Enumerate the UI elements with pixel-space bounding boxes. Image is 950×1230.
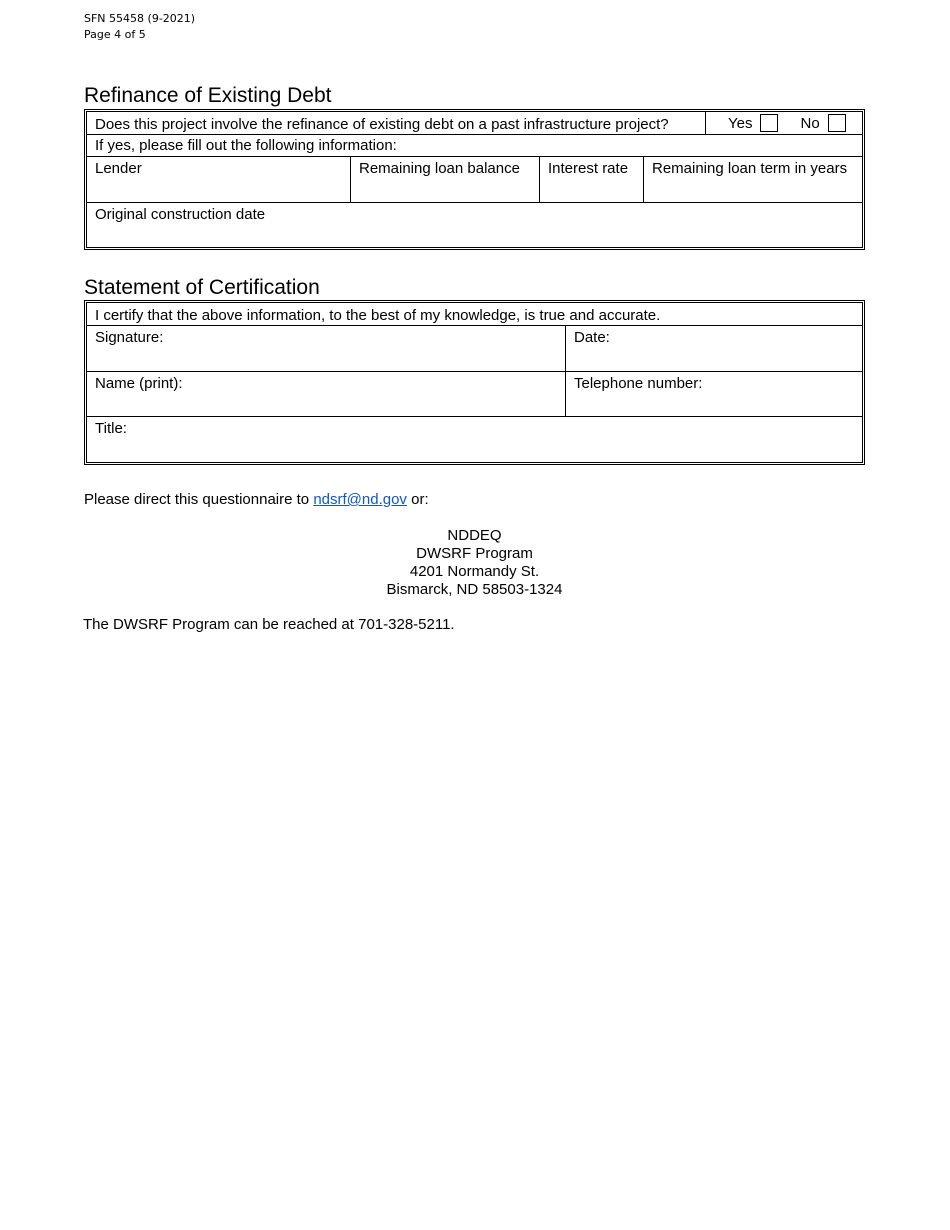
mailing-address bbox=[84, 527, 865, 599]
refinance-table bbox=[84, 109, 865, 250]
construction-date-field[interactable] bbox=[87, 203, 862, 247]
form-header bbox=[84, 11, 195, 43]
certification-section-title: Statement of Certification bbox=[84, 276, 320, 299]
telephone-label: Telephone number: bbox=[574, 375, 703, 392]
no-checkbox[interactable] bbox=[828, 114, 846, 132]
loan-balance-field[interactable] bbox=[351, 157, 540, 202]
loan-term-label: Remaining loan term in years bbox=[652, 160, 848, 177]
yes-label: Yes bbox=[728, 114, 753, 132]
certification-statement: I certify that the above information, to the best of my knowledge, is true and accurate. bbox=[95, 307, 661, 324]
interest-rate-label: Interest rate bbox=[548, 160, 629, 177]
construction-date-row bbox=[87, 203, 862, 247]
lender-field[interactable] bbox=[87, 157, 351, 202]
refinance-instruction-row bbox=[87, 135, 862, 157]
certification-table bbox=[84, 300, 865, 465]
construction-date-label: Original construction date bbox=[95, 206, 266, 223]
direct-questionnaire-line bbox=[84, 491, 429, 509]
page-number: Page 4 of 5 bbox=[84, 28, 146, 41]
certification-statement-row bbox=[87, 303, 862, 326]
title-row bbox=[87, 417, 862, 462]
signature-label: Signature: bbox=[95, 329, 164, 346]
yes-no-group bbox=[706, 112, 862, 134]
name-field[interactable] bbox=[87, 372, 566, 416]
title-label: Title: bbox=[95, 420, 127, 437]
date-label: Date: bbox=[574, 329, 610, 346]
loan-details-row bbox=[87, 157, 862, 203]
signature-field[interactable] bbox=[87, 326, 566, 371]
phone-line: The DWSRF Program can be reached at 701-328-5211. bbox=[83, 616, 455, 633]
form-number: SFN 55458 (9-2021) bbox=[84, 12, 196, 25]
lender-label: Lender bbox=[95, 160, 142, 177]
yes-checkbox[interactable] bbox=[760, 114, 778, 132]
direct-prefix: Please direct this questionnaire to bbox=[84, 491, 310, 508]
name-label: Name (print): bbox=[95, 375, 183, 392]
address-line: Bismarck, ND 58503-1324 bbox=[386, 581, 563, 598]
address-line: NDDEQ bbox=[447, 527, 502, 544]
address-line: 4201 Normandy St. bbox=[409, 563, 540, 580]
loan-term-field[interactable] bbox=[644, 157, 862, 202]
name-phone-row bbox=[87, 372, 862, 417]
interest-rate-field[interactable] bbox=[540, 157, 644, 202]
no-label: No bbox=[800, 114, 820, 132]
email-link[interactable]: ndsrf@nd.gov bbox=[313, 491, 407, 508]
loan-balance-label: Remaining loan balance bbox=[359, 160, 520, 177]
refinance-question: Does this project involve the refinance of existing debt on a past infrastructure project? bbox=[87, 112, 706, 134]
refinance-question-row bbox=[87, 112, 862, 135]
refinance-instruction: If yes, please fill out the following information: bbox=[95, 137, 397, 154]
date-field[interactable] bbox=[566, 326, 862, 371]
signature-date-row bbox=[87, 326, 862, 372]
title-field[interactable] bbox=[87, 417, 862, 462]
telephone-field[interactable] bbox=[566, 372, 862, 416]
refinance-section-title: Refinance of Existing Debt bbox=[84, 84, 332, 107]
address-line: DWSRF Program bbox=[416, 545, 533, 562]
direct-suffix: or: bbox=[411, 491, 429, 508]
